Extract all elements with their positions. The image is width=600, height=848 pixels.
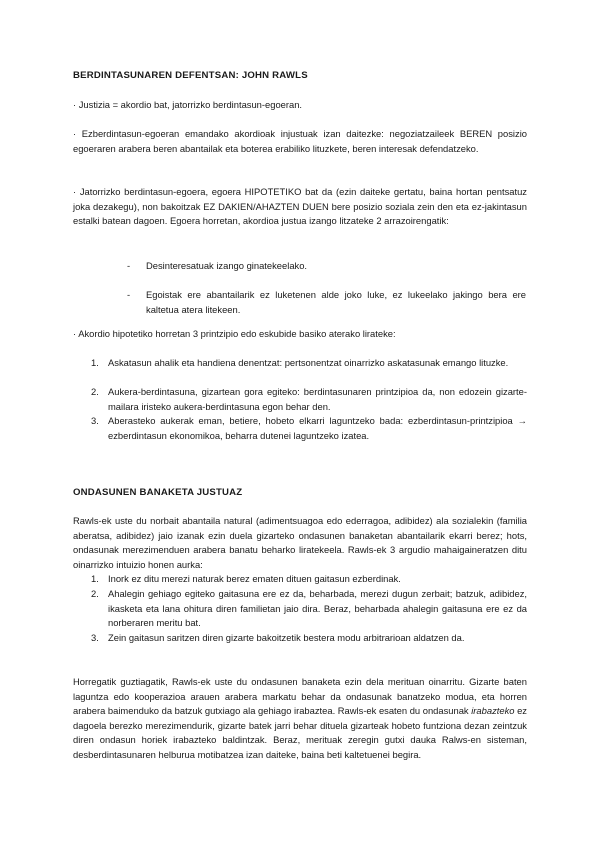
- paragraph-conclusion: [73, 675, 527, 763]
- conclusion-text-end: ez dagoela berezko merezimendurik, gizarte batek jarri behar dituela gizarteak hobeto funtziona dezan zeintzuk diren ondasun horiek irabazteko baldintzak. Beraz, merituak zeregin gutxi dauka Ralws-en sisteman, desberdintasunaren helburua motibatzea izan daiteke, baina beti kaltetuenei begira.: [73, 705, 527, 760]
- list-dash-marker: -: [127, 260, 131, 271]
- list-number: 2.: [91, 588, 99, 599]
- list-number: 2.: [91, 386, 99, 397]
- conclusion-italic-term: irabazteko: [471, 705, 515, 717]
- section-title-rawls: BERDINTASUNAREN DEFENTSAN: JOHN RAWLS: [73, 70, 308, 81]
- list-number: 3.: [91, 415, 99, 426]
- list-item-text: Inork ez ditu merezi naturak berez ematen dituen gaitasun ezberdinak.: [108, 573, 401, 584]
- list-dash-marker: -: [127, 289, 131, 300]
- list-item-text: Zein gaitasun saritzen diren gizarte bakoitzetik bestera modu arbitrarioan aldatzen da.: [108, 632, 465, 643]
- list-item-text: Egoistak ere abantailarik ez luketenen alde joko luke, ez lukeelako jakingo bera ere kaltetua atera litekeen.: [146, 289, 526, 315]
- list-item-text: Askatasun ahalik eta handiena denentzat: pertsonentzat oinarrizko askatasunak emango lituzke.: [108, 357, 509, 368]
- paragraph-inequality-agreements: · Ezberdintasun-egoeran emandako akordioak injustuak izan daitezke: negoziatzaileek BEREN posizio egoeraren arabera beren abantailak eta boterea erabiliko lituzkete, beren interesak defendatzeko.: [73, 128, 527, 154]
- list-number: 1.: [91, 357, 99, 368]
- list-number: 3.: [91, 632, 99, 643]
- list-item-text: Aberasteko aukerak eman, betiere, hobeto elkarri laguntzeko bada: ezberdintasun-printzipioa → ezberdintasun ekonomikoa, beharra dutenei laguntzeko izatea.: [108, 415, 527, 441]
- paragraph-rawls-merit: Rawls-ek uste du norbait abantaila natural (adimentsuagoa edo ederragoa, adibidez) ala sozialekin (familia aberatsa, adibidez) jaio izanak ezin duela gizarteko ondasunen banaketan abantailarik ekarri berez; hots, ondasunak merezimenduen arabera banatu beharko liratekeela. Rawls-ek 3 argudio mahaigaineratzen ditu oinarrizko intuizio honen aurka:: [73, 515, 527, 570]
- list-number: 1.: [91, 573, 99, 584]
- list-item-text: Desinteresatuak izango ginatekeelako.: [146, 260, 308, 271]
- paragraph-justice-definition: · Justizia = akordio bat, jatorrizko berdintasun-egoeran.: [73, 99, 303, 110]
- list-item-text: Ahalegin gehiago egiteko gaitasuna ere ez da, beharbada, merezi dugun zerbait; batzuk, adibidez, ikasketa eta lana ohitura diren familietan jaio dira. Beraz, beharbada ahalegin gaitasuna ere ez da norberaren meritu bat.: [108, 588, 527, 629]
- paragraph-original-position: · Jatorrizko berdintasun-egoera, egoera HIPOTETIKO bat da (ezin daiteke gertatu, baina hortan pentsatuz joka dezakegu), non bakoitzak EZ DAKIEN/AHAZTEN DUEN bere posizio soziala zein den eta ez-jakintasun estalki batean dagoen. Egoera horretan, akordioa justua izango litzateke 2 arrazoirengatik:: [73, 186, 527, 227]
- section-title-distribution: ONDASUNEN BANAKETA JUSTUAZ: [73, 487, 243, 498]
- list-item-text: Aukera-berdintasuna, gizartean gora egiteko: berdintasunaren printzipioa da, non edozein gizarte-mailara iristeko aukera-berdintasuna egon behar den.: [108, 386, 527, 412]
- paragraph-three-principles-intro: · Akordio hipotetiko horretan 3 printzipio edo eskubide basiko aterako lirateke:: [73, 328, 396, 339]
- conclusion-text-start: Horregatik guztiagatik, Rawls-ek uste du ondasunen banaketa ezin dela merituan oinarritu. Gizarte baten laguntza edo kooperazioa arauen arabera markatu behar da ondasunak banatzeko modua, eta horren arabera baimenduko da batzuk gutxiago ala gehiago irabaztea. Rawls-ek esaten du ondasunak: [73, 676, 527, 717]
